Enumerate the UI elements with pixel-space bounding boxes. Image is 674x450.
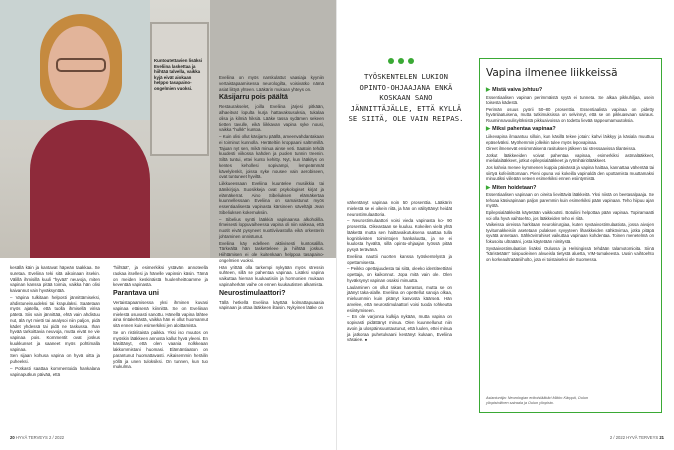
info-heading <box>486 185 654 192</box>
page-number-left: 20 <box>10 435 15 440</box>
photo-caption: Kuntoutettavien lisäksi Eveliina laskettaa ja hiihtää talvella, vaikka kyjä eivät aiokaan helppo tasapaino-ongelmien vuoksi. <box>154 58 203 91</box>
pull-quote: TYÖSKENTELEN LUKION OPINTO-OHJAAJANA ENKÄ KOSKAAN SANO JÄNNITTÄJÄLLE, ETTÄ KYLLÄ SE SIITÄ, OLE VAIN REIPAS. <box>348 72 464 123</box>
paragraph: – Kuin olisi ollut käsijarru päällä, ameenvahdantakaan ei toiminut kunnolla. Heräteltiin kroppaani saltmmillä. Tajuan nyt sen, mikä minua ainse veti. Saatoin tehdä kuudesti viikossa kahden ja puolen tunnin treenin. Siltä tuntui, ettei kunto kehitty. Nyt, kun lääkitys on kentes kehollesi sopivampi, lempeämmät kävelylenkit, joissa syke nousee vain aerobiseen, ovat tuntuneet hyviltä. <box>219 134 324 180</box>
info-heading-text: Mistä vaiva johtuu? <box>492 87 543 93</box>
info-paragraph: Jos kahvia menee kymmenen kuppia päivässä ja vapina haittaa, kannattaa vähentää tai siirtyä kofeiinittomaan. Pieni opuna voi kokeilla vapinaldä den upottamista muuttamaksi minuutiksi viileään veteen esimerkiksi ennen esiintymistä. <box>486 164 654 182</box>
column-b <box>113 265 208 371</box>
info-paragraph: Liikevapina ilmaantuu silloin, kun käsillä tekee jotain: kahvi läikkyy ja käsiala muuttuu epäselväksi. Myöhemmin jolleikin tulee myös lepovapinaa. <box>486 133 654 145</box>
paragraph: Liikkueessaan Eveliina kuuntelee musiikkia tai äänikirjoja. Suosikkeja ovat psykologiset kirjat ja elämäkerrat. Aino Sibeliuksen elämäkertaa kuunnellessaan Eveliina on samaistunut myös essentiaalisesta vapinasta kärsineen säveltäjä Jean Sibeliuksen kokemuksiin. <box>219 181 324 215</box>
triangle-bullet-icon: ▶ <box>486 184 491 191</box>
info-paragraph: Essentiaalisen vapinan perimmäistä syytä ei tunneta. Se alkaa pikkuhiljaa, usein toisesta kädestä. <box>486 94 654 106</box>
paragraph: Sen sijaan kohusa vapina on hyvä oitta ja puheeksi. <box>10 353 100 364</box>
photo-body <box>30 120 150 258</box>
info-paragraph: Epilepsialääkkeitä käytetään vaikkoutsti. Botuliini helpottaa pään vapinaa. Topiramaatti voi olla hyvä vaihtoehto, jos lääkkeiden teho ei riitä. <box>486 210 654 221</box>
green-dot-icon <box>398 58 404 64</box>
paragraph: Hän yrittää olla tarkempi nykyään myös stressin suhteen, sillä se pahentaa vapinaa. Lisäksi vapina vaikuttaa hieman kuukautisiin ja hormonien mukaan vapinaherkän vaihe on ennen kuukautisten alkamista. <box>219 264 324 287</box>
footer-left-text: HYVÄ TERVEYS 2 / 2022 <box>15 435 65 440</box>
column-d <box>347 200 452 344</box>
triangle-bullet-icon: ▶ <box>486 87 491 93</box>
page-number-right: 21 <box>659 435 664 440</box>
green-dot-icon <box>388 58 394 64</box>
paragraph: – Vapina tulkitaan helposti jännittämiseksi, ahdistuneisuudeksi tai krapulaksi. Saatetaan myös ajatella, että tuolla ihmisellä virisa pätetä. Siis vain jännittää, ehtä vain ahdistuu nut, älä nyt mietti tai analysoi niin paljon, pidä kädet yhdessä tai pidä ne taskussa. Ihan hyvää tarkoittavia neuvoja, mutta eivät ne vie vapinaa pois. Kommentit ovat joskus kuukkunset ja saaneet myös pohtimalla vapinaa. <box>10 294 100 352</box>
info-paragraph: Oireet ilmenevät ensimmäisenä rasituksen jälkeen tai stressaavissa tilanteissa. <box>486 146 637 152</box>
info-paragraph: Perimän osuus pyörii 50–80 prosenttia. Essentiaalista vapinaa on pidetty hyvänlaatuisena, mutta tutkimuksissa on selvinnyt, että se on pikkuasvaan sairaus. Ruuminnavoulisylöksistä pikkuaivoissa on todettu lievää rappeumamuutoksia. <box>486 106 654 123</box>
paragraph: vähentänyt vapinaa noin 50 prosenttia. Lääkärin mielestä se ei oikein riitä, ja hän on välityttänyt heidät neurostimulaattoria. <box>347 200 452 217</box>
column-c <box>219 75 324 312</box>
info-paragraph: Vaikeissa oireissa harkitaan neurokirurgiaa, kuten syväaivostimulaatiota, jossa aivojen tyvitumakkeisiin asetetaan pulaksen syvyyteen lihaskkeiden sähkövirraa, jotka pitäpä syvätä annetaan. Sähkövirrahiset vaikuttaa vapinaan kohdentaa. Toinen menetelmä on fokusoitu ultraääni, josta käytetään nimitystä. <box>486 222 654 244</box>
paragraph: – Peikko opettajuudesta tai siitä, oleeko identiteettiäni opettaja, on kaikonnut. Jopa mitä vain ole. Olen hyväksynyt vapinan osaksi minuutta. <box>347 266 452 283</box>
paragraph: – Neurostimulaattori voisi vieda vapinasta ko- 90 prosenttia. Oikeastaan se kuuluu. Kokeilen vielä yhtä lääkettä mutta sen haittavaikutuksena saattaa tulla kognitiivisten toimintojen hankaluutta, ja se ei kuulosta hyvältä, sillä opinto-ohjaajan työssä pitää pysyä terävänä. <box>347 218 452 252</box>
paragraph: – En ole varjonsa kulkija nykään, mutta vapina on sopivasti pidättänyt minua. Olen kuunnellunut niin avoin ja ulospäinsuuntautunut, että luulen, ettei minua ja jatkoraa puhetulvaani kestänyt kukaan, Eveliina väsaiee. ● <box>347 314 452 343</box>
paragraph: Eveliina nauttii nuorten kanssa työskentelystä ja opettamisesta. <box>347 253 452 265</box>
paragraph: "hiihtää", ja esimerkiksi ystävän annoteella raokaa itsellesi ja hänelle vapinsin käsin. Tämä on meiden keskinäistä huulenheittoamme ja keventää vapinasta. <box>113 265 208 288</box>
green-dot-icon <box>408 58 414 64</box>
paragraph: Eveliina on myös narskulattut vaasiaja kyyniin vertaistapaamisessa neurologilta, voisivatko nämä asiat liittyä yhteen. Lääkärin mukaan yhteys on. <box>219 75 324 92</box>
info-paragraph: Syväaivostimulaation lisäksi Oulussa ja Helsingissä tehdään talamotomioita. Siinä "käristetään" toispuoleinen alvueisla tietystä aluetta, VIM-tumakeesta. Uusin vaihtoehto on korkeaultraääniiholto, jota ei toistaiseksi ole Suomessa. <box>486 245 654 262</box>
info-heading-text: Miten hoidetaan? <box>492 184 537 191</box>
paragraph: Se on ristiriitaista paikka. Yksi iso muutos on myöskin lääkkeen annosta kallut hyvä yleeni. En käsittänyt, että olen vaania nolkkeaan lakkommistani huomasi. Elämäntiaaton on parantunut huomattavasti. Aikaisemmin heräilin yöllä ja unen tuloksiksi. On tunnen, kun tuo mukulma. <box>113 329 208 370</box>
paragraph: Eveliina käy edelleen aktiivisesti kuntosalilla. Tärkeältä hän tasketteleee ja hiihtää joskus. Hiihtämisen ei ole kuitenkaan helppoa tasapaino-ongelmien vuoksi. <box>219 240 324 263</box>
info-paragraph: Essentiaalisen vapinaan on oireita lievittäviä lääkkeitä. Yksi niistä on beetasalpaaja. Se tehoaa käsivapinaan paljon paremmin kuin esimerkiksi pään vapinaan. Teho hiipuu ajan myötä. <box>486 192 654 209</box>
paragraph: – Potkasti saattaa kommentoida hankalana vapinaputkun päivää, että <box>10 365 100 377</box>
paragraph: – Sibelius syntti lääkkiä vapinaansa alkoholilla. Ilmeisesti loppuvaiheessa vapina oli niin vaikeaa, että nuotit eivät pysyneet nuottiviivastolla eikä orkesterin johtaminen onnistunut. <box>219 216 324 239</box>
info-box-content <box>486 84 654 263</box>
footer-right-text: 2 / 2022 HYVÄ TERVEYS <box>609 435 659 440</box>
paragraph: Laulaminen on ollut rakas harrastus, mutta se on jäänyt taka-alalle. Eveliina on opettellut sanoja olkaa, mieluummin kuin pitänyt kasvosta käärseä. Hän arvelee, että neurostimulaattori voisi tuoda rohkeutta esiintymiseen. <box>347 284 452 313</box>
subheading-parantava-uni: Parantava uni <box>113 290 159 297</box>
info-heading-text: Miksi pahentaa vapinaa? <box>492 126 556 133</box>
paragraph: Tällä hetkellä Eveliina käyttää kolmattapuaasia vapinaan ja ottaa lääkkeen iltaisin. Nykyinen lääke on <box>219 299 324 311</box>
photo-glasses <box>56 58 106 72</box>
paragraph: Restaurakselet, joilla Eveliina järjesi pitkään, alhaeitvat lopulta kurja hattavaksusuksia, tukalaa olisa ja kilmiä hiksiä. Lääke tassa sydämen sekeen tietten tavulle, eikä liikkavan vapina syke nousi, vaikka "hulkk" kuntoa. <box>219 104 324 133</box>
info-heading <box>486 87 654 94</box>
paragraph: Vertaistapaamisessa yksi ihminen kuvasi vapinaa etäisenä kiinnittä. Se on Eveliinan mielestä osuvasti sanottu. Hänellä vapina lähtee aina rintakehästä, vaikka hän ei ollut huomannut sitä ennen kuin esimerkiksi jen aloittamista. <box>113 300 208 328</box>
footer-right <box>610 435 664 440</box>
info-box-credit: Asiantuntija: Neurologian erikoislääkäri Mikko Kärppä, Oulun yliopistollinen sairaala ja Oulun yliopisto. <box>486 396 588 406</box>
subheading-neurostimulaattori: Neurostimulaattori? <box>219 289 286 297</box>
column-a <box>10 265 100 378</box>
subheading-kasijarru: Käsijarru pois päältä <box>219 94 288 102</box>
paragraph: kesällä käin ja kantavat häpeän taakkaa. Se suretaa. Eveliina teki sitä aikoinaan itsekin. Välillä ihmisillä kuuli "hyvää" neuvoja, miten vapinan kanssa pitää toimia, vaikka hän olisi kaivannut vain hyväksyntää. <box>10 265 100 293</box>
footer-left <box>10 435 64 440</box>
info-box <box>479 58 662 413</box>
triangle-bullet-icon: ▶ <box>486 126 491 133</box>
info-heading <box>486 126 654 133</box>
pullquote-dots <box>388 58 414 64</box>
info-paragraph: Jotkut lääkkeeiden voivat pahentaa vapinaa, esimerkiksi astmalääkkeet, mielialalääkkeet, jotkut epilepsialääkkeet ja rytmihäiriölääkkeet. <box>486 152 654 164</box>
info-box-title: Vapina ilmenee liikkeissä <box>486 67 618 79</box>
